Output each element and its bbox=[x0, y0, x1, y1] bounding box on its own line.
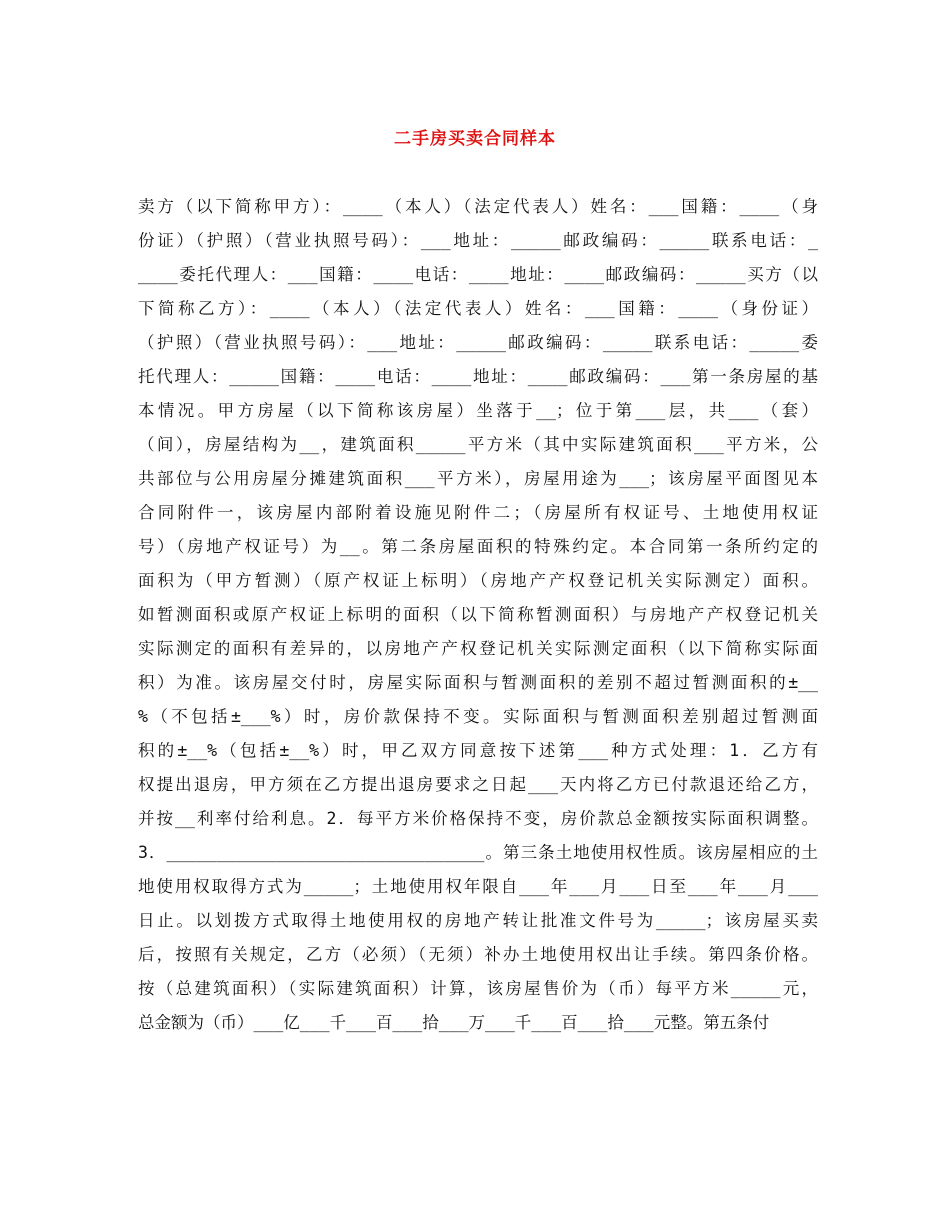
contract-text-line: 权提出退房，甲方须在乙方提出退房要求之日起___天内将乙方已付款退还给乙方， bbox=[138, 775, 818, 794]
contract-text-line: 总金额为（币）___亿___千___百___拾___万___千___百___拾___元整。第五条付 bbox=[138, 1013, 770, 1032]
contract-text-line: （护照）（营业执照号码）：___地址：_____邮政编码：_____联系电话：_____委 bbox=[138, 333, 818, 352]
contract-text-line: 并按__利率付给利息。2．每平方米价格保持不变，房价款总金额按实际面积调整。 bbox=[138, 809, 818, 828]
contract-text-line: 积）为准。该房屋交付时，房屋实际面积与暂测面积的差别不超过暂测面积的±__ bbox=[138, 673, 818, 692]
contract-text-line: 卖方（以下简称甲方）：____（本人）（法定代表人）姓名：___国籍：____（身 bbox=[138, 197, 818, 216]
contract-text-line: 地使用权取得方式为_____；土地使用权年限自___年___月___日至___年___月___ bbox=[138, 877, 818, 896]
contract-text-line: 实际测定的面积有差异的，以房地产产权登记机关实际测定面积（以下简称实际面 bbox=[138, 639, 818, 658]
contract-text-line: 面积为（甲方暂测）（原产权证上标明）（房地产产权登记机关实际测定）面积。 bbox=[138, 571, 818, 590]
contract-text-line: 积的±__%（包括±__%）时，甲乙双方同意按下述第___种方式处理：1．乙方有 bbox=[138, 741, 818, 760]
document-title: 二手房买卖合同样本 bbox=[394, 129, 556, 149]
contract-text-line: 号）（房地产权证号）为__。第二条房屋面积的特殊约定。本合同第一条所约定的 bbox=[138, 537, 818, 556]
contract-text-line: 按（总建筑面积）（实际建筑面积）计算，该房屋售价为（币）每平方米_____元， bbox=[138, 979, 818, 998]
contract-text-line: 共部位与公用房屋分摊建筑面积___平方米），房屋用途为___；该房屋平面图见本 bbox=[138, 469, 818, 488]
contract-text-line: （间），房屋结构为__，建筑面积_____平方米（其中实际建筑面积___平方米，公 bbox=[138, 435, 818, 454]
contract-text-line: 下简称乙方）：____（本人）（法定代表人）姓名：___国籍：____（身份证） bbox=[138, 299, 818, 318]
contract-text-line: 托代理人：_____国籍：____电话：____地址：____邮政编码：___第一条房屋的基 bbox=[138, 367, 818, 386]
contract-text-line: %（不包括±___%）时，房价款保持不变。实际面积与暂测面积差别超过暂测面 bbox=[138, 707, 818, 726]
contract-body bbox=[138, 190, 818, 1040]
contract-text-line: 后，按照有关规定，乙方（必须）（无须）补办土地使用权出让手续。第四条价格。 bbox=[138, 945, 818, 964]
contract-text-line: 如暂测面积或原产权证上标明的面积（以下简称暂测面积）与房地产产权登记机关 bbox=[138, 605, 818, 624]
contract-text-line: 本情况。甲方房屋（以下简称该房屋）坐落于__；位于第___层，共___（套） bbox=[138, 401, 818, 420]
contract-text-line: 日止。以划拨方式取得土地使用权的房地产转让批准文件号为_____；该房屋买卖 bbox=[138, 911, 818, 930]
contract-text-line: 合同附件一，该房屋内部附着设施见附件二；（房屋所有权证号、土地使用权证 bbox=[138, 503, 818, 522]
contract-text-line: 3．________________________________。第三条土地使用权性质。该房屋相应的土 bbox=[138, 843, 818, 862]
contract-text-line: 份证）（护照）（营业执照号码）：___地址：_____邮政编码：_____联系电话：_ bbox=[138, 231, 818, 250]
contract-text-line: ____委托代理人：___国籍：____电话：____地址：____邮政编码：_____买方（以 bbox=[138, 265, 818, 284]
